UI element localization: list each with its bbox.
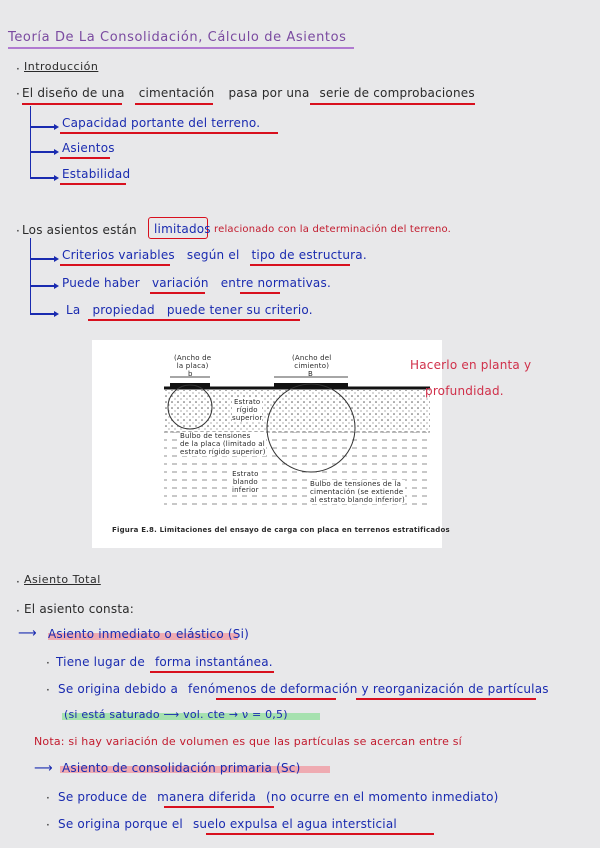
- limits-rest: relacionado con la determinación del terreno.: [214, 224, 452, 235]
- tree-arrow: [30, 126, 54, 128]
- side-note-line1: Hacerlo en planta y: [410, 358, 532, 372]
- underline: [206, 833, 434, 835]
- inmediato-text: Asiento inmediato o elástico (Si): [48, 627, 250, 641]
- arrowhead-icon: [54, 283, 59, 289]
- item-estabilidad: Estabilidad: [62, 167, 131, 181]
- tree-arrow: [30, 151, 54, 153]
- consta-text: El asiento consta:: [24, 602, 135, 616]
- bullet-dot: ·: [16, 224, 21, 238]
- bullet-dot: ·: [16, 604, 21, 618]
- variacion-c: entre normativas.: [220, 276, 331, 290]
- bullet-dot: ·: [46, 818, 51, 832]
- criterios-line: [62, 248, 367, 262]
- word-serie: serie de comprobaciones: [319, 86, 475, 100]
- produce-line: [58, 790, 499, 804]
- underline: [164, 806, 274, 808]
- criterios-c: tipo de estructura.: [251, 248, 367, 262]
- label-ancho-placa: (Ancho de la placa): [174, 354, 212, 370]
- figure-caption: Figura E.8. Limitaciones del ensayo de carga con placa en terrenos estratificados: [112, 526, 450, 534]
- label-bulbo-cimiento: Bulbo de tensiones de la cimentación (se extiende al estrato blando inferior): [310, 480, 405, 504]
- underline: [310, 103, 475, 105]
- origina-a: Se origina debido a: [58, 682, 179, 696]
- tree-arrow: [30, 258, 54, 260]
- arrowhead-icon: [54, 175, 59, 181]
- stratified-soil-diagram: [92, 340, 442, 548]
- produce-a: Se produce de: [58, 790, 148, 804]
- underline: [216, 698, 336, 700]
- underline: [356, 698, 536, 700]
- title-underline: [8, 47, 354, 49]
- porque-line: [58, 817, 397, 831]
- porque-b: suelo expulsa el agua intersticial: [192, 817, 397, 831]
- arrow-icon: ⟶: [18, 626, 37, 641]
- arrowhead-icon: [54, 311, 59, 317]
- intro-heading: Introducción: [24, 60, 99, 73]
- criterios-b: según el: [186, 248, 240, 262]
- tree-bracket: [30, 238, 31, 314]
- design-line: [22, 86, 475, 100]
- saturado-text: (si está saturado ⟶ vol. cte → ν = 0,5): [64, 708, 288, 721]
- propiedad-c: puede tener su criterio.: [166, 303, 313, 317]
- tree-bracket: [30, 106, 31, 178]
- propiedad-b: propiedad: [92, 303, 155, 317]
- origina-line: [58, 682, 549, 696]
- bullet-dot: ·: [16, 87, 21, 101]
- design-mid: pasa por una: [228, 86, 310, 100]
- underline: [135, 103, 213, 105]
- label-estrato-blando: Estrato blando inferior: [232, 470, 259, 494]
- page-title: Teoría De La Consolidación, Cálculo de Asientos: [8, 30, 347, 45]
- underline: [60, 264, 170, 266]
- nota-text: Nota: si hay variación de volumen es que las partículas se acercan entre sí: [34, 735, 462, 748]
- criterios-a: Criterios variables: [62, 248, 175, 262]
- bullet-dot: ·: [46, 656, 51, 670]
- underline: [250, 264, 350, 266]
- side-note-line2: profundidad.: [425, 384, 504, 398]
- underline: [60, 157, 110, 159]
- label-b: b: [188, 370, 193, 378]
- asiento-heading: Asiento Total: [24, 573, 101, 586]
- propiedad-line: [66, 303, 313, 317]
- variacion-b: variación: [151, 276, 209, 290]
- underline: [60, 132, 278, 134]
- lugar-line: [56, 655, 273, 669]
- label-bulbo-placa: Bulbo de tensiones de la placa (limitado al estrato rígido superior): [180, 432, 266, 456]
- label-ancho-cimiento: (Ancho del cimiento): [292, 354, 332, 370]
- underline: [150, 292, 205, 294]
- arrowhead-icon: [54, 256, 59, 262]
- produce-b: manera diferida: [157, 790, 257, 804]
- word-limitados: limitados: [154, 222, 211, 236]
- underline: [240, 292, 280, 294]
- tree-arrow: [30, 313, 54, 315]
- lugar-a: Tiene lugar de: [56, 655, 145, 669]
- underline: [60, 183, 126, 185]
- produce-c: (no ocurre en el momento inmediato): [266, 790, 499, 804]
- item-asientos: Asientos: [62, 141, 115, 155]
- underline: [150, 671, 274, 673]
- word-cimentacion: cimentación: [138, 86, 215, 100]
- bullet-dot: ·: [16, 62, 21, 76]
- bullet-dot: ·: [46, 683, 51, 697]
- label-B: B: [308, 370, 314, 378]
- porque-a: Se origina porque el: [58, 817, 183, 831]
- limits-prefix: Los asientos están: [22, 223, 137, 237]
- item-capacidad: Capacidad portante del terreno.: [62, 116, 261, 130]
- figure-image: [92, 340, 450, 548]
- underline: [88, 319, 300, 321]
- consolidacion-text: Asiento de consolidación primaria (Sc): [62, 761, 301, 775]
- underline: [22, 103, 122, 105]
- arrowhead-icon: [54, 149, 59, 155]
- lugar-b: forma instantánea.: [154, 655, 273, 669]
- propiedad-a: La: [66, 303, 81, 317]
- label-estrato-rigido: Estrato rígido superior: [232, 398, 263, 422]
- arrow-icon: ⟶: [34, 761, 53, 776]
- tree-arrow: [30, 177, 54, 179]
- arrowhead-icon: [54, 124, 59, 130]
- bullet-dot: ·: [46, 791, 51, 805]
- design-prefix: El diseño de una: [22, 86, 125, 100]
- tree-arrow: [30, 285, 54, 287]
- bullet-dot: ·: [16, 575, 21, 589]
- origina-b: fenómenos de deformación y reorganización de partículas: [188, 682, 549, 696]
- variacion-a: Puede haber: [62, 276, 140, 290]
- variacion-line: [62, 276, 331, 290]
